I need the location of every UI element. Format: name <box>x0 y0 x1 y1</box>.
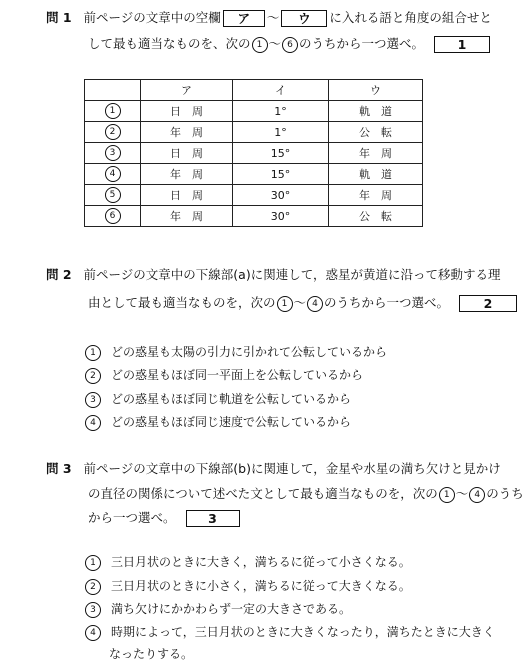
q1-answer-table <box>84 79 423 227</box>
q1-line2-post: のうちから一つ選べ。 <box>299 36 425 51</box>
cell-i: 30° <box>233 206 329 227</box>
option-text: 三日月状のときに大きく，満ちるに従って小さくなる。 <box>111 555 411 569</box>
option-text-cont: なったりする。 <box>109 647 194 661</box>
q3-line2-pre: の直径の関係について述べた文として最も適当なものを，次の <box>88 486 438 501</box>
q1-range-sep: ～ <box>268 36 282 51</box>
option-text: 時期によって，三日月状のときに大きくなったり，満ちたときに大きく <box>111 625 495 639</box>
q3-range-end: 4 <box>469 487 485 503</box>
option-text: どの惑星も太陽の引力に引かれて公転しているから <box>111 345 388 359</box>
table-header-row <box>85 80 423 101</box>
q1-line2-pre: して最も適当なものを、次の <box>88 36 251 51</box>
option-text: どの惑星もほぼ同じ軌道を公転しているから <box>111 392 352 406</box>
q3-line3-text: から一つ選べ。 <box>88 510 176 525</box>
q3-line2-post: のうち <box>486 486 524 501</box>
q3-option-2[interactable] <box>84 577 411 595</box>
option-text: どの惑星もほぼ同じ速度で公転しているから <box>111 415 352 429</box>
q3-line3 <box>88 510 242 527</box>
cell-a: 年 周 <box>141 206 233 227</box>
q1-text-pre: 前ページの文章中の空欄 <box>83 10 221 25</box>
option-text: 満ち欠けにかかわらず一定の大きさである。 <box>111 602 352 616</box>
row-number: 4 <box>105 166 121 182</box>
cell-a: 日 周 <box>141 143 233 164</box>
q3-option-4-cont <box>109 645 193 662</box>
cell-a: 日 周 <box>141 101 233 122</box>
q1-blank-u: ウ <box>281 10 327 27</box>
q1-tilde: ～ <box>266 10 280 25</box>
q1-answer-box[interactable]: 1 <box>434 36 490 53</box>
q3-option-3[interactable] <box>84 600 351 618</box>
q1-range-end: 6 <box>282 37 298 53</box>
q3-option-4[interactable] <box>84 623 495 641</box>
q1-line1 <box>46 10 492 27</box>
q3-line1 <box>46 461 501 477</box>
row-number: 2 <box>105 124 121 140</box>
q2-number: 問 2 <box>46 267 72 282</box>
q2-line2 <box>88 295 519 312</box>
q3-option-1[interactable] <box>84 553 411 571</box>
q2-range-end: 4 <box>307 296 323 312</box>
cell-i: 15° <box>233 143 329 164</box>
row-number: 5 <box>105 187 121 203</box>
option-number: 4 <box>85 625 101 641</box>
table-header-i: イ <box>233 80 329 101</box>
q3-text: 前ページの文章中の下線部(b)に関連して，金星や水星の満ち欠けと見かけ <box>83 461 501 476</box>
q2-answer-box[interactable]: 2 <box>459 295 517 312</box>
q2-option-3[interactable] <box>84 390 351 408</box>
cell-u: 公 転 <box>329 206 423 227</box>
q3-line2 <box>88 486 524 503</box>
q2-text: 前ページの文章中の下線部(a)に関連して，惑星が黄道に沿って移動する理 <box>83 267 501 282</box>
option-number: 4 <box>85 415 101 431</box>
table-row <box>85 101 423 122</box>
q1-range-start: 1 <box>252 37 268 53</box>
cell-i: 1° <box>233 101 329 122</box>
q3-number: 問 3 <box>46 461 72 476</box>
q1-line2 <box>88 36 492 53</box>
q1-number: 問 1 <box>46 10 72 25</box>
option-text: 三日月状のときに小さく，満ちるに従って大きくなる。 <box>111 579 411 593</box>
cell-u: 年 周 <box>329 185 423 206</box>
q2-range-sep: ～ <box>293 295 307 310</box>
table-row <box>85 122 423 143</box>
q2-option-2[interactable] <box>84 366 363 384</box>
q1-text-post: に入れる語と角度の組合せと <box>329 10 492 25</box>
cell-a: 年 周 <box>141 122 233 143</box>
option-text: どの惑星もほぼ同一平面上を公転しているから <box>111 368 364 382</box>
cell-i: 15° <box>233 164 329 185</box>
q2-option-4[interactable] <box>84 413 351 431</box>
q1-blank-a: ア <box>223 10 265 27</box>
row-number: 3 <box>105 145 121 161</box>
cell-i: 1° <box>233 122 329 143</box>
table-header-num <box>85 80 141 101</box>
row-number: 1 <box>105 103 121 119</box>
option-number: 2 <box>85 368 101 384</box>
table-row <box>85 164 423 185</box>
table-row <box>85 206 423 227</box>
option-number: 1 <box>85 555 101 571</box>
q2-line2-pre: 由として最も適当なものを，次の <box>88 295 276 310</box>
q2-option-1[interactable] <box>84 343 387 361</box>
option-number: 3 <box>85 392 101 408</box>
cell-u: 軌 道 <box>329 164 423 185</box>
q2-line2-post: のうちから一つ選べ。 <box>324 295 450 310</box>
table-header-u: ウ <box>329 80 423 101</box>
cell-u: 軌 道 <box>329 101 423 122</box>
q3-answer-box[interactable]: 3 <box>186 510 240 527</box>
q2-line1 <box>46 267 500 283</box>
option-number: 3 <box>85 602 101 618</box>
row-number: 6 <box>105 208 121 224</box>
q3-range-sep: ～ <box>455 486 469 501</box>
option-number: 1 <box>85 345 101 361</box>
cell-a: 日 周 <box>141 185 233 206</box>
option-number: 2 <box>85 579 101 595</box>
table-row <box>85 143 423 164</box>
q3-range-start: 1 <box>439 487 455 503</box>
q2-range-start: 1 <box>277 296 293 312</box>
cell-i: 30° <box>233 185 329 206</box>
cell-u: 年 周 <box>329 143 423 164</box>
cell-u: 公 転 <box>329 122 423 143</box>
cell-a: 年 周 <box>141 164 233 185</box>
table-header-a: ア <box>141 80 233 101</box>
table-row <box>85 185 423 206</box>
